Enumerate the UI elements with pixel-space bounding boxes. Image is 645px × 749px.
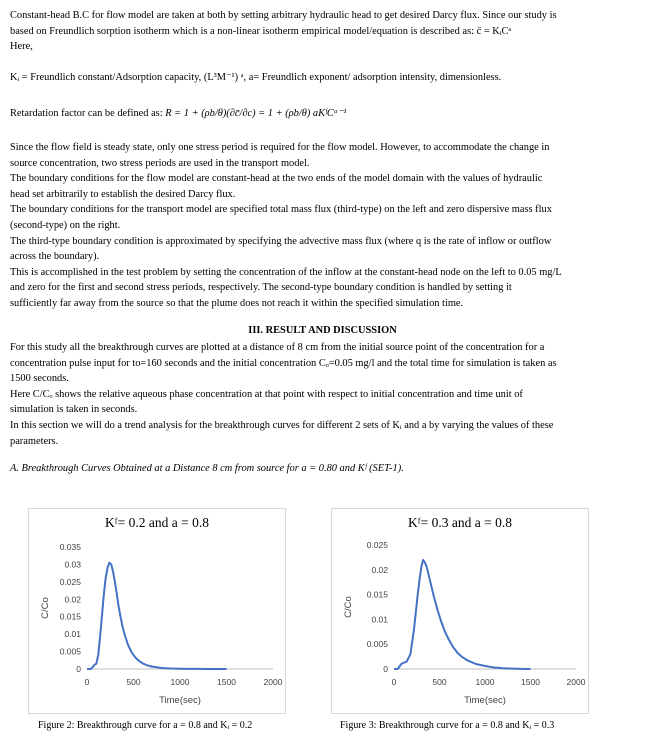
x-tick-label: 0 [84, 677, 90, 687]
retardation-equation: R = 1 + (ρb/θ)(∂c̄/∂c) = 1 + (ρb/θ) aKᶠCᵃ⁻¹ [165, 108, 347, 119]
text-line: across the boundary). [10, 251, 100, 263]
chart-title: Kᶠ= 0.3 and a = 0.8 [408, 515, 512, 530]
text-line: 1500 seconds. [10, 373, 69, 385]
text-line: simulation is taken in seconds. [10, 404, 138, 416]
text-line: Since the flow field is steady state, only one stress period is required for the flow model. However, to accommodate the change in [10, 142, 550, 153]
y-tick-label: 0.005 [59, 646, 81, 657]
y-tick-label: 0.015 [59, 611, 81, 622]
y-tick-label: 0.025 [59, 576, 81, 587]
chart-plot-area [332, 509, 588, 713]
section-heading: III. RESULT AND DISCUSSION [248, 325, 397, 336]
text-line: This is accomplished in the test problem by setting the concentration of the inflow at the constant-head node on the left to 0.05 mg/L [10, 266, 562, 278]
text-line: based on Freundlich sorption isotherm which is a non-linear isotherm empirical model/equation is described as: c̄ = KᵢCᵃ [10, 25, 512, 37]
text-line: The third-type boundary condition is approximated by specifying the advective mass flux (where q is the rate of inflow or outflow [10, 235, 552, 247]
y-tick-label: 0.02 [64, 594, 81, 605]
text-line: and zero for the first and second stress periods, respectively. The second-type boundary condition is handled by setting it [10, 282, 512, 294]
text-line: sufficiently far away from the source so that the plume does not reach it within the specified simulation time. [10, 297, 464, 309]
y-tick-label: 0.01 [64, 629, 81, 640]
subsection-heading: A. Breakthrough Curves Obtained at a Distance 8 cm from source for a = 0.80 and Kᶠ (SET-1). [10, 463, 404, 474]
x-tick-label: 1000 [475, 677, 495, 687]
boundary-paragraph [10, 140, 632, 312]
text-line: parameters. [10, 435, 59, 447]
chart-kf-0-2 [28, 508, 286, 714]
text-line: The boundary conditions for the transport model are specified total mass flux (third-type) on the left and zero dispersive mass flux [10, 204, 552, 216]
y-tick-label: 0.035 [59, 542, 81, 552]
text-line: For this study all the breakthrough curves are plotted at a distance of 8 cm from the initial source point of the concentration for a [10, 342, 545, 353]
x-tick-label: 2000 [263, 677, 283, 687]
y-tick-label: 0.01 [371, 614, 388, 625]
y-axis-label: C/Co [40, 597, 51, 619]
freundlich-definition: Kᵢ = Freundlich constant/Adsorption capacity, (L³M⁻¹) ᵃ, a= Freundlich exponent/ adsorption intensity, dimensionless. [10, 72, 502, 83]
text-line: (second-type) on the right. [10, 219, 121, 231]
x-tick-label: 0 [391, 677, 397, 687]
retardation-line [10, 106, 632, 122]
retardation-label: Retardation factor can be defined as: [10, 108, 163, 119]
series-line [394, 560, 531, 669]
x-axis-label: Time(sec) [464, 695, 506, 706]
y-tick-label: 0.025 [366, 540, 388, 550]
y-tick-label: 0.03 [64, 559, 81, 570]
y-axis-label: C/Co [343, 596, 354, 618]
x-tick-label: 500 [126, 677, 141, 687]
results-paragraph [10, 340, 632, 449]
y-tick-label: 0 [76, 664, 81, 674]
text-line: head set arbitrarily to establish the desired Darcy flux. [10, 188, 236, 200]
figure-3-caption: Figure 3: Breakthrough curve for a = 0.8 and Kᵢ = 0.3 [340, 720, 555, 731]
intro-paragraph [10, 8, 632, 55]
y-tick-label: 0 [383, 664, 388, 674]
chart-title: Kᶠ= 0.2 and a = 0.8 [105, 515, 209, 530]
chart-plot-area [29, 509, 285, 713]
text-line: Here C/Cₒ shows the relative aqueous phase concentration at that point with respect to initial concentration and time unit of [10, 388, 523, 400]
text-line: Here, [10, 41, 33, 53]
text-line: concentration pulse input for to=160 seconds and the initial concentration Cₒ=0.05 mg/l and the total time for simulation is taken as [10, 357, 557, 369]
chart-kf-0-3 [331, 508, 589, 714]
text-line: Constant-head B.C for flow model are taken at both by setting arbitrary hydraulic head to get desired Darcy flux. Since our study is [10, 10, 557, 21]
x-tick-label: 1000 [170, 677, 190, 687]
text-line: In this section we will do a trend analysis for the breakthrough curves for different 2 sets of Kᵢ and a by varying the values of these [10, 419, 554, 431]
text-line: source concentration, two stress periods are used in the transport model. [10, 157, 310, 169]
series-line [87, 563, 227, 669]
x-tick-label: 1500 [217, 677, 236, 687]
x-tick-label: 2000 [566, 677, 586, 687]
y-tick-label: 0.02 [371, 564, 388, 575]
x-tick-label: 1500 [521, 677, 540, 687]
text-line: The boundary conditions for the flow model are constant-head at the two ends of the model domain with the values of hydraulic [10, 173, 543, 185]
figure-2-caption: Figure 2: Breakthrough curve for a = 0.8 and Kᵢ = 0.2 [38, 720, 253, 731]
y-tick-label: 0.015 [366, 589, 388, 600]
x-axis-label: Time(sec) [159, 695, 201, 706]
y-tick-label: 0.005 [366, 639, 388, 650]
x-tick-label: 500 [432, 677, 447, 687]
